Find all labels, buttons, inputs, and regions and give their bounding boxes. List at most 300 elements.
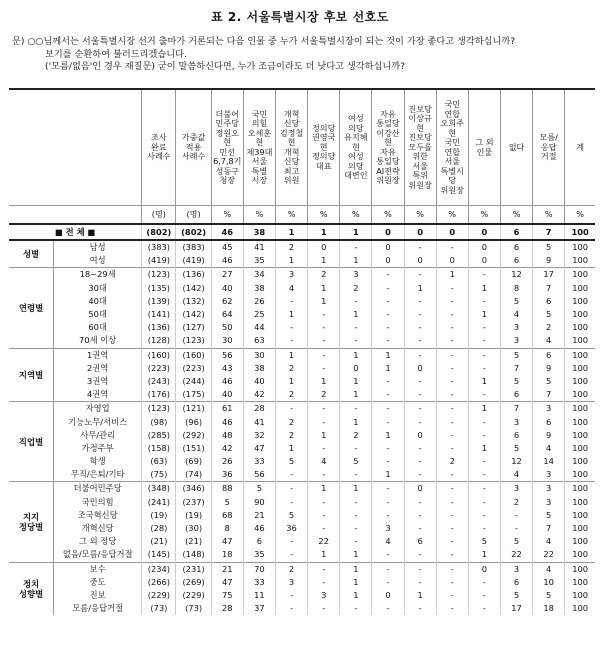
table-cell: 2: [276, 562, 308, 576]
table-cell: -: [276, 468, 308, 482]
table-cell: -: [500, 509, 532, 522]
table-cell: 2: [308, 268, 340, 282]
table-cell: 5: [533, 308, 565, 321]
table-cell: 100: [565, 455, 595, 468]
table-cell: -: [436, 535, 468, 548]
column-header: 정의당 권영국 현 정의당 대표: [308, 89, 340, 206]
table-cell: (121): [176, 402, 211, 416]
table-cell: 4: [308, 455, 340, 468]
table-cell: (75): [142, 468, 176, 482]
table-cell: 27: [211, 268, 243, 282]
table-cell: -: [308, 442, 340, 455]
table-cell: -: [436, 282, 468, 295]
table-cell: 2: [308, 388, 340, 402]
table-cell: 45: [211, 240, 243, 254]
table-cell: 0: [372, 254, 404, 268]
table-cell: 7: [533, 282, 565, 295]
table-cell: -: [404, 442, 436, 455]
unit-cell: (명): [176, 206, 211, 225]
table-cell: (141): [142, 308, 176, 321]
table-cell: 3: [533, 468, 565, 482]
table-row: [9, 415, 595, 428]
row-label: 조국혁신당: [77, 509, 118, 520]
table-cell: 4: [533, 562, 565, 576]
table-cell: -: [404, 375, 436, 388]
table-cell: (346): [176, 482, 211, 496]
table-cell: 5: [533, 509, 565, 522]
table-cell: 68: [211, 509, 243, 522]
table-cell: 63: [243, 334, 275, 348]
table-cell: 22: [500, 548, 532, 562]
table-cell: 1: [468, 282, 500, 295]
table-cell: 5: [533, 240, 565, 254]
table-cell: 7: [533, 522, 565, 535]
table-cell: 46: [211, 415, 243, 428]
table-cell: 0: [372, 589, 404, 602]
table-cell: 0: [436, 224, 468, 240]
question-line-3: ('모름/없음'인 경우 재질문) 굳이 말씀하신다면, 누가 조금이라도 더 낫다고 생각하십니까?: [45, 61, 406, 72]
table-cell: 4: [533, 442, 565, 455]
row-label: 60대: [88, 322, 107, 333]
table-cell: -: [372, 295, 404, 308]
table-row: [9, 240, 595, 254]
header-corner: [9, 89, 142, 206]
table-cell: -: [436, 308, 468, 321]
table-cell: -: [436, 589, 468, 602]
table-cell: 44: [243, 321, 275, 334]
table-cell: 1: [372, 429, 404, 442]
table-cell: 9: [533, 254, 565, 268]
table-cell: 0: [340, 362, 372, 375]
table-cell: -: [404, 348, 436, 362]
table-cell: -: [276, 548, 308, 562]
table-cell: 100: [565, 509, 595, 522]
table-cell: 3: [276, 576, 308, 589]
table-cell: (135): [142, 282, 176, 295]
table-cell: 1: [340, 388, 372, 402]
table-cell: -: [340, 496, 372, 509]
header-row: [9, 89, 595, 206]
table-cell: 100: [565, 522, 595, 535]
table-cell: -: [372, 334, 404, 348]
row-label: 중도: [89, 576, 106, 587]
row-label: 진보: [89, 589, 106, 600]
group-label: 성별: [9, 240, 54, 268]
table-cell: 1: [308, 375, 340, 388]
table-cell: -: [468, 602, 500, 615]
table-cell: 1: [308, 548, 340, 562]
table-cell: (348): [142, 482, 176, 496]
table-cell: -: [308, 348, 340, 362]
survey-question: [12, 36, 592, 74]
table-cell: 61: [211, 402, 243, 416]
table-cell: 5: [468, 535, 500, 548]
table-cell: 56: [211, 348, 243, 362]
table-cell: 5: [276, 455, 308, 468]
unit-cell: %: [308, 206, 340, 225]
table-cell: 1: [372, 348, 404, 362]
table-cell: 5: [340, 455, 372, 468]
table-cell: -: [340, 602, 372, 615]
table-cell: 70: [243, 562, 275, 576]
table-cell: -: [404, 602, 436, 615]
table-row: [9, 496, 595, 509]
table-cell: 100: [565, 562, 595, 576]
table-cell: -: [308, 562, 340, 576]
table-cell: 18: [533, 602, 565, 615]
table-cell: 22: [533, 548, 565, 562]
table-cell: -: [436, 602, 468, 615]
group-label: 연령별: [9, 268, 54, 348]
table-cell: (136): [176, 268, 211, 282]
table-cell: (132): [176, 295, 211, 308]
table-cell: -: [468, 589, 500, 602]
table-cell: 46: [243, 522, 275, 535]
table-cell: 0: [468, 224, 500, 240]
table-cell: 33: [243, 455, 275, 468]
table-cell: 1: [468, 442, 500, 455]
row-label: 없음/모름/응답거절: [62, 549, 133, 560]
table-cell: 6: [500, 429, 532, 442]
total-label: ■ 전 체 ■: [9, 224, 142, 240]
unit-cell: %: [436, 206, 468, 225]
table-cell: -: [340, 468, 372, 482]
table-cell: 7: [500, 402, 532, 416]
table-cell: -: [276, 602, 308, 615]
table-cell: 38: [243, 362, 275, 375]
table-cell: 40: [243, 375, 275, 388]
table-row: [9, 282, 595, 295]
table-row: [9, 321, 595, 334]
table-cell: 1: [468, 402, 500, 416]
row-label: 1권역: [54, 348, 142, 362]
table-cell: (229): [142, 589, 176, 602]
table-cell: 75: [211, 589, 243, 602]
table-cell: 100: [565, 468, 595, 482]
table-cell: -: [404, 402, 436, 416]
table-cell: (285): [142, 429, 176, 442]
table-cell: -: [308, 576, 340, 589]
table-row: [9, 509, 595, 522]
table-cell: -: [436, 482, 468, 496]
table-cell: 1: [340, 415, 372, 428]
table-cell: 1: [372, 468, 404, 482]
table-cell: 3: [500, 562, 532, 576]
table-cell: -: [276, 334, 308, 348]
table-cell: (19): [176, 509, 211, 522]
table-cell: 90: [243, 496, 275, 509]
table-cell: -: [404, 308, 436, 321]
table-cell: (241): [142, 496, 176, 509]
table-cell: 5: [500, 442, 532, 455]
table-cell: 2: [533, 321, 565, 334]
table-cell: -: [468, 496, 500, 509]
table-cell: -: [404, 509, 436, 522]
table-cell: 5: [533, 589, 565, 602]
table-cell: 1: [276, 254, 308, 268]
table-cell: -: [372, 375, 404, 388]
table-cell: (21): [176, 535, 211, 548]
table-cell: 35: [243, 254, 275, 268]
table-cell: 28: [211, 602, 243, 615]
table-cell: (160): [176, 348, 211, 362]
table-cell: 12: [500, 268, 532, 282]
table-cell: 2: [276, 240, 308, 254]
table-cell: 5: [500, 295, 532, 308]
table-cell: 1: [340, 562, 372, 576]
table-cell: 17: [533, 268, 565, 282]
table-cell: 1: [404, 282, 436, 295]
table-cell: 100: [565, 308, 595, 321]
table-cell: (69): [176, 455, 211, 468]
group-label: 직업별: [9, 402, 54, 482]
column-header: 더불어 민주당 정원오 현 민선 6,7,8기 성동구 청장: [211, 89, 243, 206]
column-header: 자유 통일당 이강산 현 자유 통일당 AI전략 위원장: [372, 89, 404, 206]
table-cell: -: [308, 308, 340, 321]
table-cell: 5: [211, 496, 243, 509]
row-label: 사무/관리: [80, 429, 116, 440]
table-cell: 3: [533, 496, 565, 509]
table-cell: 1: [276, 224, 308, 240]
question-line-1: 문) ○○님께서는 서울특별시장 선거 출마가 거론되는 다음 인물 중 누가 서울특별시장이 되는 것이 가장 좋다고 생각하십니까?: [12, 36, 516, 47]
table-cell: -: [308, 522, 340, 535]
table-cell: 3: [533, 402, 565, 416]
table-cell: 1: [436, 268, 468, 282]
table-row: [9, 562, 595, 576]
table-cell: 0: [404, 482, 436, 496]
table-cell: -: [340, 321, 372, 334]
table-cell: -: [468, 482, 500, 496]
table-cell: 0: [308, 240, 340, 254]
table-cell: -: [276, 482, 308, 496]
table-cell: 100: [565, 548, 595, 562]
table-cell: 1: [308, 482, 340, 496]
table-cell: 0: [404, 254, 436, 268]
table-cell: -: [404, 295, 436, 308]
table-cell: -: [372, 388, 404, 402]
table-cell: -: [468, 415, 500, 428]
row-label: 그 외 정당: [79, 536, 117, 547]
table-cell: 1: [340, 224, 372, 240]
row-label: 40대: [88, 295, 107, 306]
table-cell: 10: [533, 576, 565, 589]
table-cell: (19): [142, 509, 176, 522]
table-row: [9, 402, 595, 416]
table-cell: 4: [500, 308, 532, 321]
table-cell: -: [468, 295, 500, 308]
group-label: 지지 정당별: [9, 482, 54, 562]
table-cell: -: [340, 334, 372, 348]
table-cell: 100: [565, 535, 595, 548]
table-cell: 0: [468, 562, 500, 576]
table-cell: -: [468, 362, 500, 375]
table-cell: 28: [243, 402, 275, 416]
table-row: [9, 429, 595, 442]
row-label: 2권역: [87, 362, 109, 373]
table-cell: 1: [276, 442, 308, 455]
table-cell: 30: [243, 348, 275, 362]
table-cell: 100: [565, 496, 595, 509]
results-table: [9, 88, 595, 615]
table-cell: 2: [276, 362, 308, 375]
table-cell: -: [436, 240, 468, 254]
question-line-2: 보기를 순환하여 불러드리겠습니다.: [45, 48, 187, 60]
table-cell: (128): [142, 334, 176, 348]
table-cell: 6: [533, 348, 565, 362]
table-cell: 1: [308, 282, 340, 295]
table-cell: -: [436, 388, 468, 402]
total-row: [9, 224, 595, 240]
table-cell: 3: [533, 482, 565, 496]
table-cell: -: [500, 522, 532, 535]
unit-cell: %: [565, 206, 595, 225]
unit-cell: %: [211, 206, 243, 225]
table-cell: -: [372, 321, 404, 334]
table-cell: 46: [211, 224, 243, 240]
table-cell: (243): [142, 375, 176, 388]
table-cell: -: [372, 602, 404, 615]
table-cell: 4: [276, 282, 308, 295]
table-cell: -: [436, 548, 468, 562]
table-cell: 6: [243, 535, 275, 548]
table-cell: 21: [211, 562, 243, 576]
table-cell: 3: [500, 415, 532, 428]
table-cell: (176): [142, 388, 176, 402]
table-cell: 1: [308, 224, 340, 240]
table-row: [9, 254, 595, 268]
table-cell: 3: [340, 268, 372, 282]
table-cell: -: [340, 509, 372, 522]
table-row: [9, 589, 595, 602]
group-label: 지역별: [9, 348, 54, 402]
table-cell: 22: [308, 535, 340, 548]
table-row: [9, 334, 595, 348]
table-cell: (244): [176, 375, 211, 388]
table-cell: 1: [372, 362, 404, 375]
column-header: 여성 의당 유지혜 현 여성 의당 대변인: [340, 89, 372, 206]
table-cell: -: [468, 429, 500, 442]
table-cell: (96): [176, 415, 211, 428]
unit-cell: %: [372, 206, 404, 225]
table-cell: -: [436, 522, 468, 535]
table-cell: 25: [243, 308, 275, 321]
table-cell: 40: [211, 282, 243, 295]
table-cell: -: [372, 402, 404, 416]
table-row: [9, 442, 595, 455]
table-cell: 36: [276, 522, 308, 535]
table-cell: 33: [243, 576, 275, 589]
table-cell: 3: [308, 589, 340, 602]
table-cell: 5: [500, 348, 532, 362]
table-cell: 0: [372, 224, 404, 240]
table-cell: 1: [340, 548, 372, 562]
row-label: 여성: [89, 255, 106, 266]
table-cell: -: [276, 321, 308, 334]
table-row: [9, 576, 595, 589]
table-cell: 18: [211, 548, 243, 562]
table-cell: 3: [276, 268, 308, 282]
table-cell: 1: [308, 429, 340, 442]
table-cell: (266): [142, 576, 176, 589]
table-cell: 6: [533, 415, 565, 428]
table-cell: 100: [565, 240, 595, 254]
column-header: 없다: [500, 89, 532, 206]
table-row: [9, 308, 595, 321]
table-cell: 3: [500, 482, 532, 496]
table-cell: -: [340, 295, 372, 308]
table-cell: -: [372, 548, 404, 562]
table-cell: -: [308, 415, 340, 428]
table-cell: -: [276, 295, 308, 308]
table-cell: -: [436, 402, 468, 416]
table-cell: 5: [533, 375, 565, 388]
table-cell: -: [404, 576, 436, 589]
table-cell: 6: [500, 224, 532, 240]
table-cell: (269): [176, 576, 211, 589]
table-cell: 38: [243, 282, 275, 295]
table-cell: 88: [211, 482, 243, 496]
table-cell: -: [436, 334, 468, 348]
table-cell: 17: [500, 602, 532, 615]
table-cell: 1: [468, 548, 500, 562]
table-cell: -: [308, 362, 340, 375]
table-cell: (237): [176, 496, 211, 509]
table-cell: -: [372, 482, 404, 496]
table-cell: 6: [500, 576, 532, 589]
column-header: 조사 완료 사례수: [142, 89, 176, 206]
table-cell: 3: [500, 321, 532, 334]
table-cell: 41: [243, 240, 275, 254]
unit-cell: %: [500, 206, 532, 225]
table-cell: 8: [211, 522, 243, 535]
table-cell: 1: [340, 348, 372, 362]
table-cell: (151): [176, 442, 211, 455]
table-cell: -: [372, 268, 404, 282]
table-cell: -: [468, 522, 500, 535]
table-cell: -: [436, 295, 468, 308]
table-cell: 1: [468, 308, 500, 321]
table-cell: (98): [142, 415, 176, 428]
table-cell: -: [436, 362, 468, 375]
table-cell: (145): [142, 548, 176, 562]
unit-cell: %: [340, 206, 372, 225]
table-cell: 8: [500, 282, 532, 295]
table-cell: 100: [565, 482, 595, 496]
table-cell: 4: [500, 468, 532, 482]
row-label: 30대: [88, 282, 107, 293]
column-header: 국민 의힘 오세훈 현 제39대 서울 특별 시장: [243, 89, 275, 206]
unit-corner: [9, 206, 142, 225]
table-cell: 6: [500, 388, 532, 402]
column-header: 그 외 인물: [468, 89, 500, 206]
table-cell: 12: [500, 455, 532, 468]
table-cell: (30): [176, 522, 211, 535]
table-row: [9, 548, 595, 562]
table-cell: (231): [176, 562, 211, 576]
row-label: 4권역: [87, 389, 109, 400]
table-cell: -: [308, 334, 340, 348]
table-cell: 6: [500, 240, 532, 254]
table-cell: (383): [142, 240, 176, 254]
table-cell: -: [276, 496, 308, 509]
column-header: 모름/ 응답 거절: [533, 89, 565, 206]
table-cell: 2: [276, 388, 308, 402]
table-cell: -: [404, 388, 436, 402]
table-cell: -: [340, 402, 372, 416]
table-cell: 21: [243, 509, 275, 522]
table-cell: 1: [340, 375, 372, 388]
table-cell: 26: [211, 455, 243, 468]
